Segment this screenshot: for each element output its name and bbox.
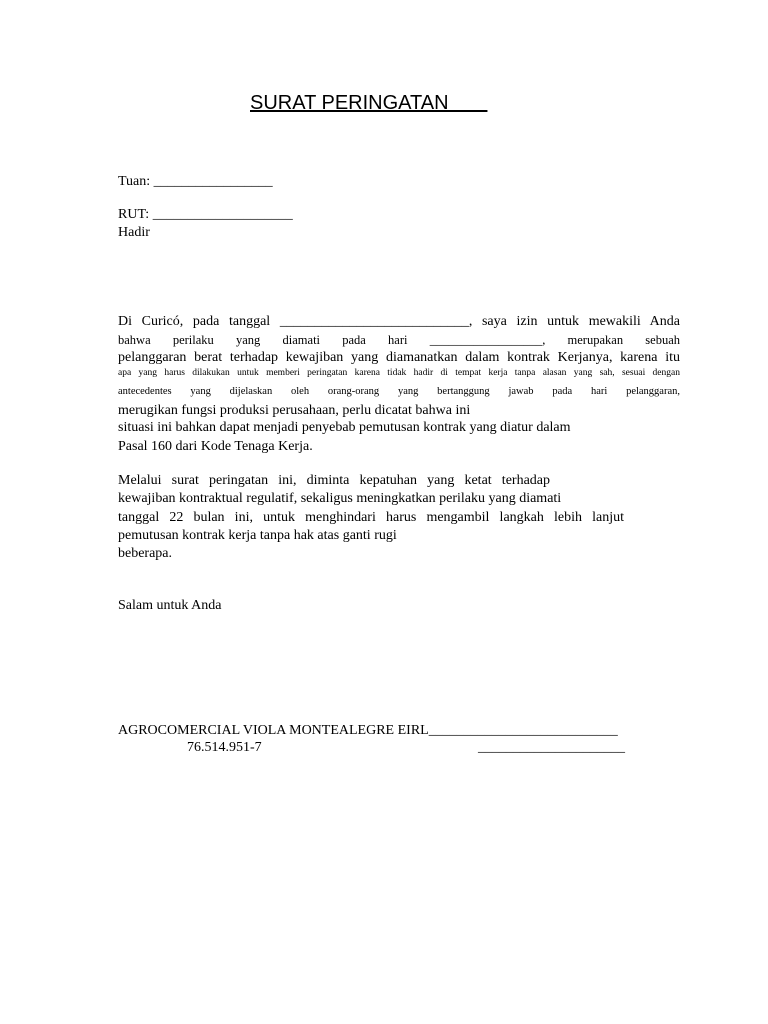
paragraph-2-line: beberapa. (118, 546, 173, 561)
paragraph-1-line: bahwa perilaku yang diamati pada hari __________________, merupakan sebuah (118, 333, 680, 347)
tuan-field: Tuan: _________________ (118, 174, 273, 189)
paragraph-1-line: Pasal 160 dari Kode Tenaga Kerja. (118, 439, 313, 454)
company-name: AGROCOMERCIAL VIOLA MONTEALEGRE EIRL___________________________ (118, 723, 618, 738)
paragraph-1-line: pelanggaran berat terhadap kewajiban yang diamanatkan dalam kontrak Kerjanya, karena itu (118, 350, 680, 365)
paragraph-1-line: antecedentes yang dijelaskan oleh orang-orang yang bertanggung jawab pada hari pelanggaran, (118, 386, 680, 397)
page-title: SURAT PERINGATAN (250, 92, 488, 114)
paragraph-2-line: Melalui surat peringatan ini, diminta kepatuhan yang ketat terhadap (118, 473, 550, 488)
closing-text: Salam untuk Anda (118, 598, 222, 613)
rut-field: RUT: ____________________ (118, 207, 293, 222)
hadir-text: Hadir (118, 225, 150, 240)
paragraph-1-line: situasi ini bahkan dapat menjadi penyebab pemutusan kontrak yang diatur dalam (118, 420, 571, 435)
paragraph-1-line: merugikan fungsi produksi perusahaan, perlu dicatat bahwa ini (118, 403, 471, 418)
paragraph-2-line: kewajiban kontraktual regulatif, sekaligus meningkatkan perilaku yang diamati (118, 491, 562, 506)
paragraph-2-line: pemutusan kontrak kerja tanpa hak atas ganti rugi (118, 528, 397, 543)
paragraph-1-line: Di Curicó, pada tanggal ___________________________, saya izin untuk mewakili Anda (118, 314, 680, 329)
paragraph-2-line: tanggal 22 bulan ini, untuk menghindari harus mengambil langkah lebih lanjut (118, 510, 624, 525)
signature-line: _____________________ (478, 740, 625, 755)
paragraph-1-line: apa yang harus dilakukan untuk memberi peringatan karena tidak hadir di tempat kerja tanpa alasan yang sah, sesuai dengan (118, 368, 680, 378)
company-rut: 76.514.951-7 (187, 740, 262, 755)
